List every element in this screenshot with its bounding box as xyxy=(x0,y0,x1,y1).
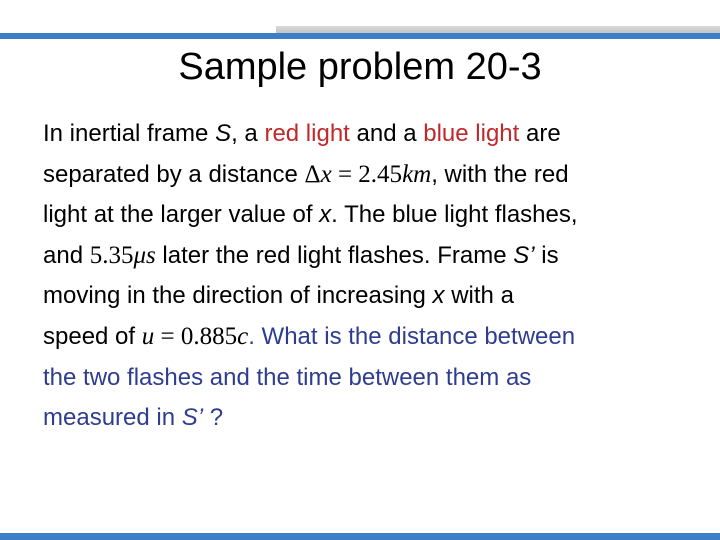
math-variable: x xyxy=(432,282,445,310)
text-line-7 xyxy=(43,358,713,399)
text-line-1 xyxy=(43,114,713,155)
text-segment: , with the red xyxy=(431,160,569,188)
text-line-6 xyxy=(43,317,713,358)
text-segment: is xyxy=(534,241,559,269)
text-line-8 xyxy=(43,398,713,439)
problem-text xyxy=(43,114,713,439)
text-segment: and a xyxy=(349,120,424,147)
text-segment: speed of xyxy=(43,322,142,350)
frame-symbol: S’ xyxy=(181,404,204,432)
frame-symbol: S xyxy=(215,120,232,147)
bottom-accent-bar xyxy=(0,533,720,540)
text-segment: and xyxy=(43,241,90,269)
distance-equation xyxy=(305,155,432,196)
text-segment: moving in the direction of increasing xyxy=(43,282,433,310)
math-value: = 2.45 xyxy=(331,160,403,188)
text-segment: later the red light flashes. Frame xyxy=(155,241,514,269)
math-unit: μs xyxy=(133,241,156,269)
text-segment: In inertial frame xyxy=(43,120,216,147)
text-segment: . The blue light flashes, xyxy=(331,201,578,229)
question-text: the two flashes and the time between them as xyxy=(43,363,532,391)
math-value: 5.35 xyxy=(89,241,134,269)
text-line-4 xyxy=(43,236,713,277)
text-segment: are xyxy=(519,120,561,147)
text-segment: with a xyxy=(444,282,514,310)
text-line-3 xyxy=(43,195,713,236)
math-variable: c xyxy=(237,322,249,350)
speed-equation xyxy=(142,317,248,358)
math-unit: km xyxy=(402,160,432,188)
question-text: . What is the distance between xyxy=(248,322,576,350)
math-value: = 0.885 xyxy=(154,322,238,350)
question-text: measured in xyxy=(43,404,182,432)
delta-symbol: Δ xyxy=(304,160,321,188)
top-grey-bar xyxy=(276,26,720,33)
text-segment: , a xyxy=(231,120,265,147)
math-variable: x xyxy=(319,201,332,229)
slide-title: Sample problem 20-3 xyxy=(178,46,542,88)
text-segment: separated by a distance xyxy=(43,160,305,188)
time-equation xyxy=(90,236,156,277)
text-line-2 xyxy=(43,155,713,196)
question-text: ? xyxy=(203,404,224,432)
text-line-5 xyxy=(43,276,713,317)
frame-symbol: S’ xyxy=(513,241,535,269)
red-light-text: red light xyxy=(264,120,350,147)
blue-light-text: blue light xyxy=(423,120,520,147)
math-variable: x xyxy=(320,160,332,188)
top-accent-bar xyxy=(0,33,720,39)
math-variable: u xyxy=(141,322,155,350)
text-segment: light at the larger value of xyxy=(43,201,320,229)
